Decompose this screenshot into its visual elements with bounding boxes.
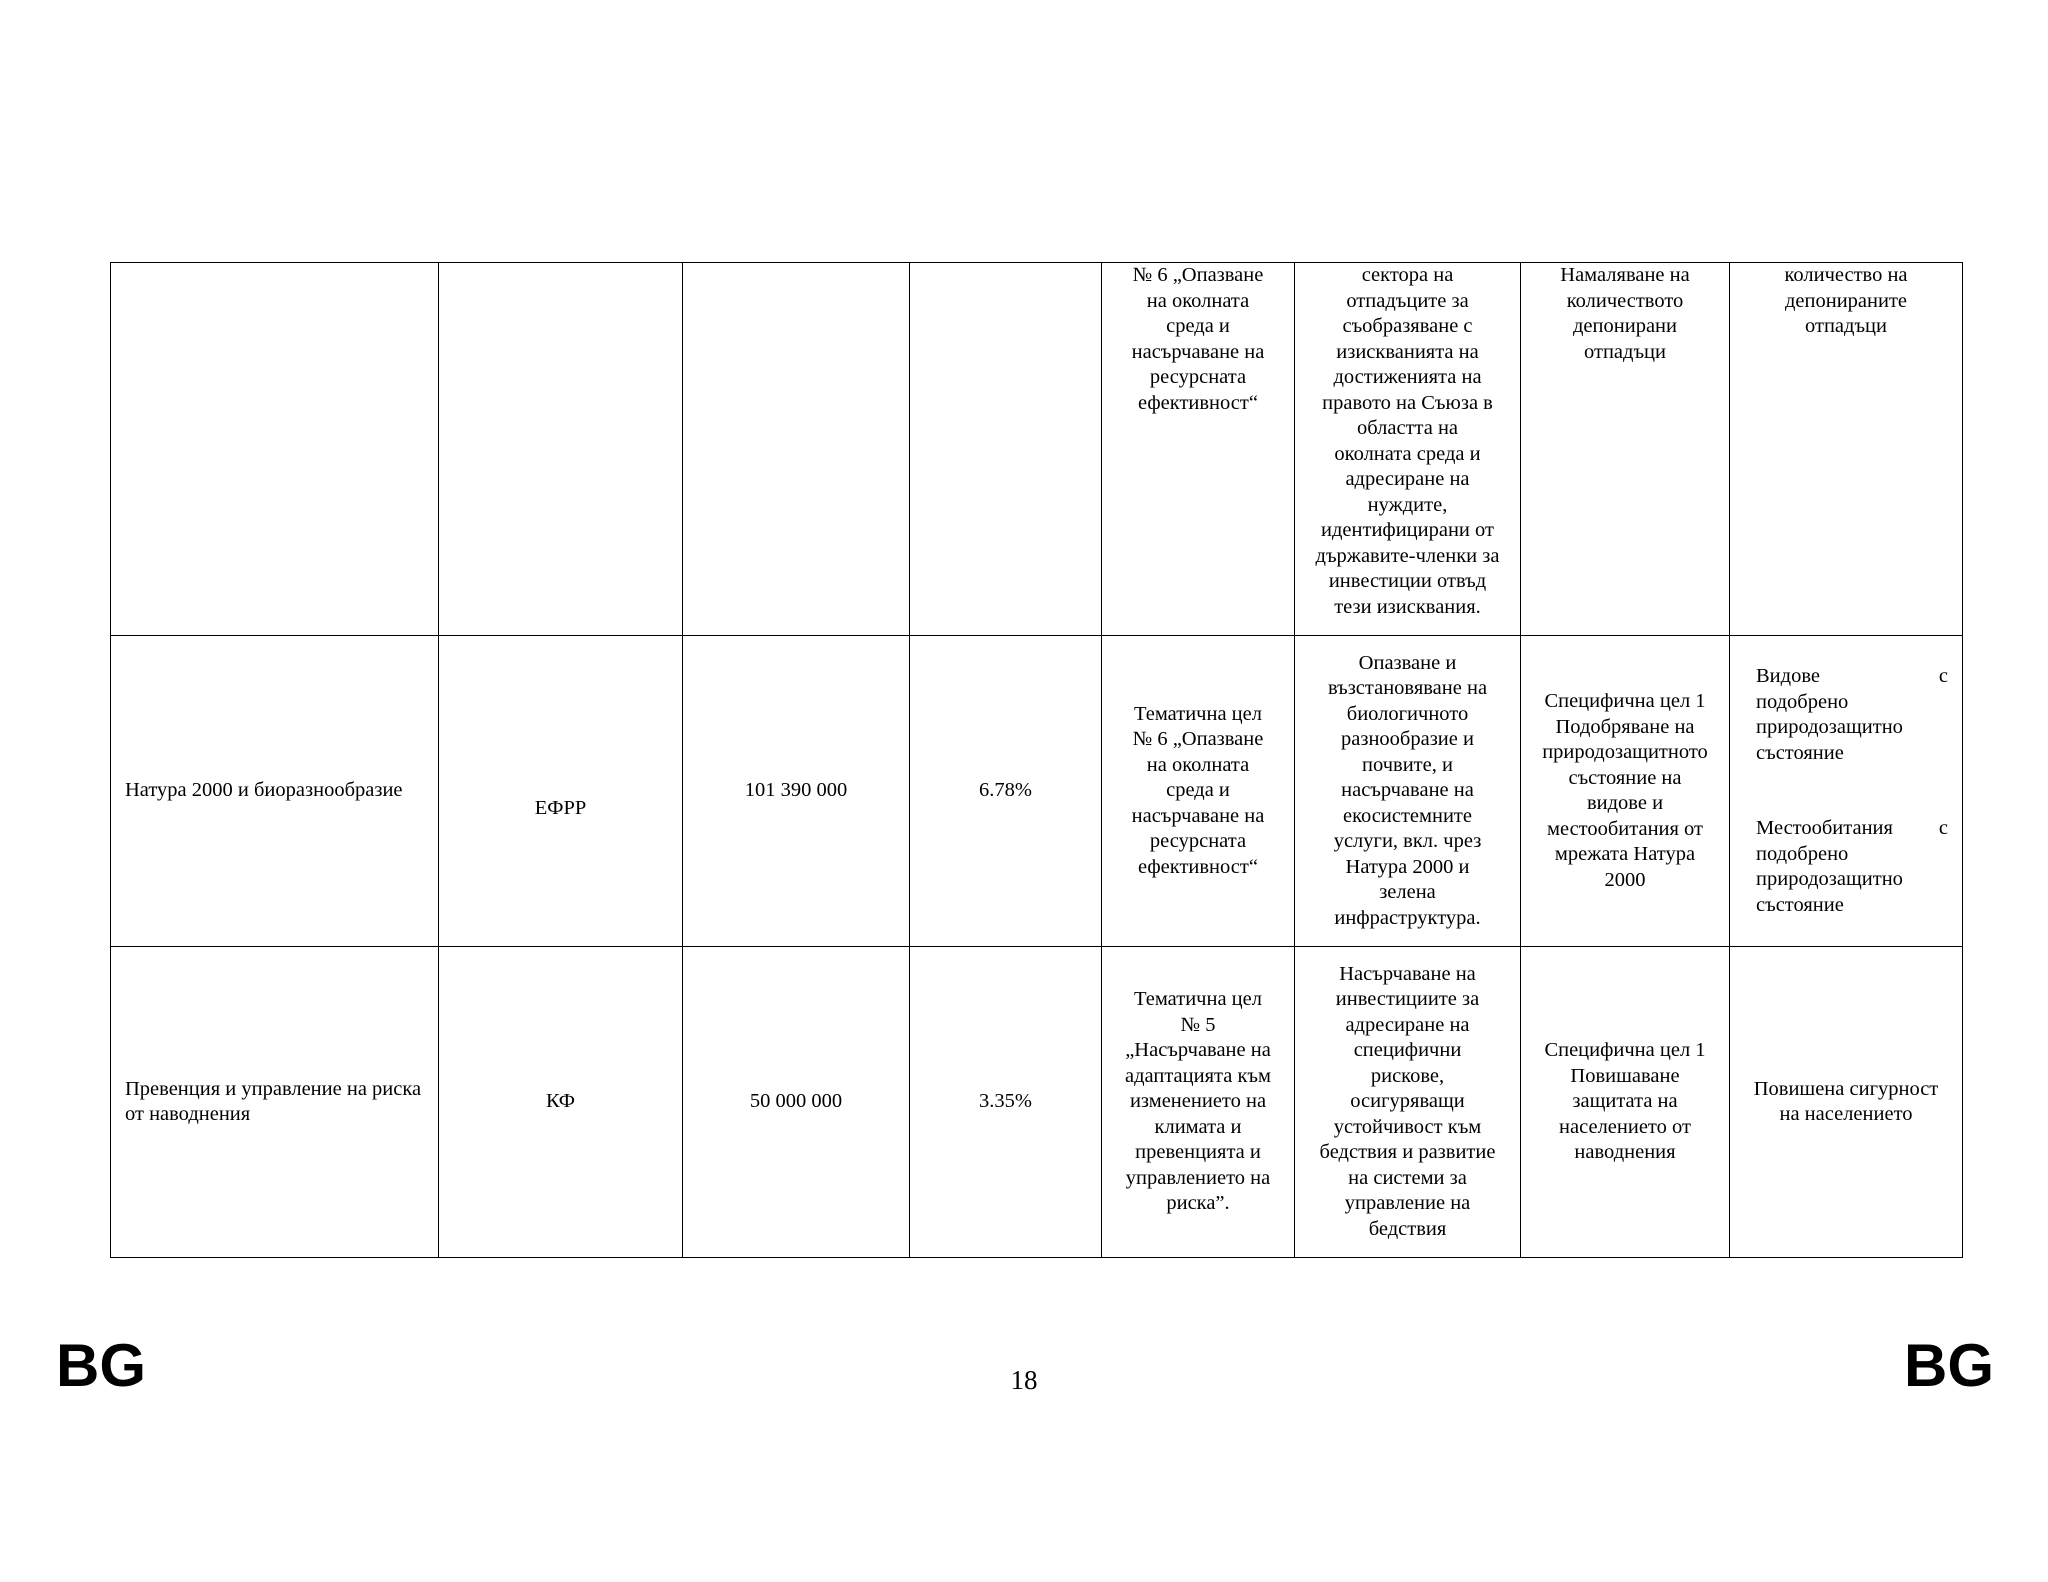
- percent-cell: 6.78%: [910, 636, 1102, 947]
- text-line: изменението на: [1129, 1090, 1267, 1113]
- text-line: екосистемните: [1343, 804, 1472, 827]
- text-line: състояние на: [1568, 766, 1682, 789]
- fund-cell: [439, 636, 683, 947]
- text-line: ресурсната: [1149, 366, 1247, 388]
- text-line: държавите-членки за: [1315, 544, 1500, 567]
- text-line: Повишаване: [1570, 1064, 1680, 1087]
- text-line: депонираните: [1784, 289, 1908, 312]
- text-line: ресурсната: [1149, 830, 1247, 853]
- text-line: Повишена сигурност: [1753, 1077, 1939, 1100]
- text-line: управлението на: [1125, 1166, 1271, 1189]
- text-line: климата и: [1154, 1115, 1242, 1138]
- text-line: защитата на: [1572, 1090, 1678, 1113]
- text-line: адресиране на: [1345, 1013, 1470, 1036]
- text-line: превенцията и: [1135, 1141, 1261, 1164]
- text-line: насърчаване на: [1131, 804, 1265, 827]
- text-line: Специфична цел 1: [1544, 1039, 1706, 1062]
- specific-objective-cell: [1521, 947, 1730, 1258]
- text-word: Местообитания: [1756, 817, 1893, 839]
- text-line: 2000: [1604, 868, 1646, 891]
- investment-priority-cell: [1295, 636, 1521, 947]
- text-line: № 6 „Опазване: [1132, 728, 1264, 751]
- specific-objective-cell: [1521, 263, 1730, 636]
- text-line: разнообразие и: [1341, 728, 1474, 751]
- text-line: на околната: [1146, 289, 1250, 312]
- text-line: отпадъци: [1584, 340, 1666, 363]
- text-line: природозащитно: [1756, 868, 1903, 890]
- text-line: Насърчаване на: [1339, 962, 1476, 985]
- text-line: достиженията на: [1333, 366, 1482, 388]
- text-line: Подобряване на: [1555, 715, 1695, 738]
- text-line: Специфична цел 1: [1544, 690, 1706, 712]
- text-line: биологичното: [1346, 702, 1469, 725]
- text-line: местообитания от: [1546, 817, 1703, 840]
- result-cell: [1730, 636, 1963, 947]
- result-cell: [1730, 947, 1963, 1258]
- text-line: Намаляване на: [1560, 264, 1690, 286]
- result-indicator-species: [1756, 664, 1948, 766]
- text-line: среда и: [1166, 779, 1230, 802]
- text-line: сектора на: [1361, 264, 1454, 286]
- result-cell: [1730, 263, 1963, 636]
- text-line: населението от: [1559, 1115, 1691, 1138]
- text-line: на населението: [1779, 1103, 1913, 1125]
- programme-table: [110, 262, 1963, 1258]
- priority-cell: [111, 263, 439, 636]
- text-line: отпадъци: [1805, 315, 1887, 337]
- text-line: адресиране на: [1345, 468, 1470, 490]
- priority-cell: Превенция и управление на риска от наводнения: [111, 947, 439, 1258]
- thematic-objective-cell: [1102, 263, 1295, 636]
- table-row: [111, 636, 1963, 947]
- text-line: Опазване и: [1358, 651, 1457, 674]
- text-line: подобрено: [1756, 690, 1849, 713]
- text-line: количеството: [1566, 289, 1684, 312]
- table-row: [111, 947, 1963, 1258]
- text-line: [1756, 664, 1948, 690]
- text-line: № 6 „Опазване: [1132, 264, 1264, 286]
- text-line: № 5: [1180, 1013, 1216, 1036]
- language-marker-left: BG: [56, 1332, 146, 1399]
- text-line: устойчивост към: [1333, 1115, 1482, 1138]
- text-line: ефективност“: [1138, 855, 1258, 878]
- text-line: инвестициите за: [1335, 988, 1480, 1011]
- priority-cell: Натура 2000 и биоразнообразие: [111, 636, 439, 947]
- text-line: бедствия и развитие: [1319, 1141, 1496, 1164]
- investment-priority-cell: [1295, 947, 1521, 1258]
- text-line: [1756, 816, 1948, 842]
- text-line: правото на Съюза в: [1322, 391, 1493, 414]
- text-line: почвите, и: [1362, 753, 1453, 776]
- thematic-objective-cell: [1102, 636, 1295, 947]
- spacer: [1756, 766, 1948, 816]
- amount-cell: 50 000 000: [683, 947, 910, 1258]
- page-number: 18: [1010, 1365, 1038, 1395]
- text-line: „Насърчаване на: [1125, 1039, 1271, 1062]
- text-line: инфраструктура.: [1334, 906, 1481, 929]
- text-line: възстановяване на: [1327, 677, 1488, 700]
- text-line: осигуряващи: [1350, 1090, 1465, 1113]
- percent-cell: 3.35%: [910, 947, 1102, 1258]
- text-line: отпадъците за: [1346, 289, 1469, 312]
- text-line: количество на: [1784, 264, 1908, 286]
- text-line: тези изисквания.: [1334, 595, 1481, 618]
- text-line: изискванията на: [1336, 340, 1479, 363]
- text-line: Тематична цел: [1134, 702, 1262, 725]
- text-word: с: [1938, 665, 1948, 687]
- text-line: услуги, вкл. чрез: [1333, 830, 1482, 853]
- text-line: на системи за: [1348, 1166, 1467, 1189]
- result-indicator-habitats: [1756, 816, 1948, 918]
- text-line: състояние: [1756, 893, 1844, 916]
- text-line: наводнения: [1574, 1141, 1676, 1164]
- text-line: насърчаване на: [1131, 340, 1265, 363]
- fund-label: ЕФРР: [534, 797, 587, 820]
- text-line: на околната: [1146, 753, 1250, 776]
- text-line: мрежата Натура: [1554, 843, 1696, 865]
- fund-cell: [439, 263, 683, 636]
- text-line: видове и: [1586, 792, 1664, 814]
- text-line: съобразяване с: [1342, 315, 1473, 337]
- text-line: адаптацията към: [1125, 1064, 1271, 1087]
- text-line: подобрено: [1756, 842, 1849, 865]
- text-line: рискове,: [1370, 1064, 1445, 1087]
- thematic-objective-cell: [1102, 947, 1295, 1258]
- fund-cell: КФ: [439, 947, 683, 1258]
- text-line: Натура 2000 и: [1345, 855, 1470, 878]
- text-line: инвестиции отвъд: [1328, 570, 1487, 592]
- text-line: депонирани: [1573, 315, 1677, 337]
- specific-objective-cell: [1521, 636, 1730, 947]
- text-line: нуждите,: [1367, 493, 1448, 516]
- amount-cell: 101 390 000: [683, 636, 910, 947]
- text-line: Тематична цел: [1134, 988, 1262, 1011]
- text-line: риска”.: [1166, 1192, 1230, 1215]
- text-line: ефективност“: [1138, 391, 1258, 414]
- language-marker-right: BG: [1904, 1332, 1994, 1399]
- table-row: [111, 263, 1963, 636]
- text-line: природозащитно: [1756, 716, 1903, 738]
- text-line: управление на: [1344, 1192, 1471, 1215]
- text-line: насърчаване на: [1341, 779, 1474, 802]
- text-line: среда и: [1166, 315, 1230, 337]
- text-line: бедствия: [1368, 1217, 1447, 1240]
- text-word: Видове: [1756, 665, 1820, 687]
- text-line: специфични: [1353, 1039, 1462, 1062]
- text-line: областта на: [1356, 417, 1459, 439]
- amount-cell: [683, 263, 910, 636]
- text-line: околната среда и: [1334, 442, 1481, 465]
- percent-cell: [910, 263, 1102, 636]
- text-line: зелена: [1379, 881, 1436, 904]
- text-line: природозащитното: [1542, 741, 1708, 763]
- text-word: с: [1938, 817, 1948, 839]
- text-line: идентифицирани от: [1321, 519, 1494, 541]
- investment-priority-cell: [1295, 263, 1521, 636]
- text-line: състояние: [1756, 741, 1844, 764]
